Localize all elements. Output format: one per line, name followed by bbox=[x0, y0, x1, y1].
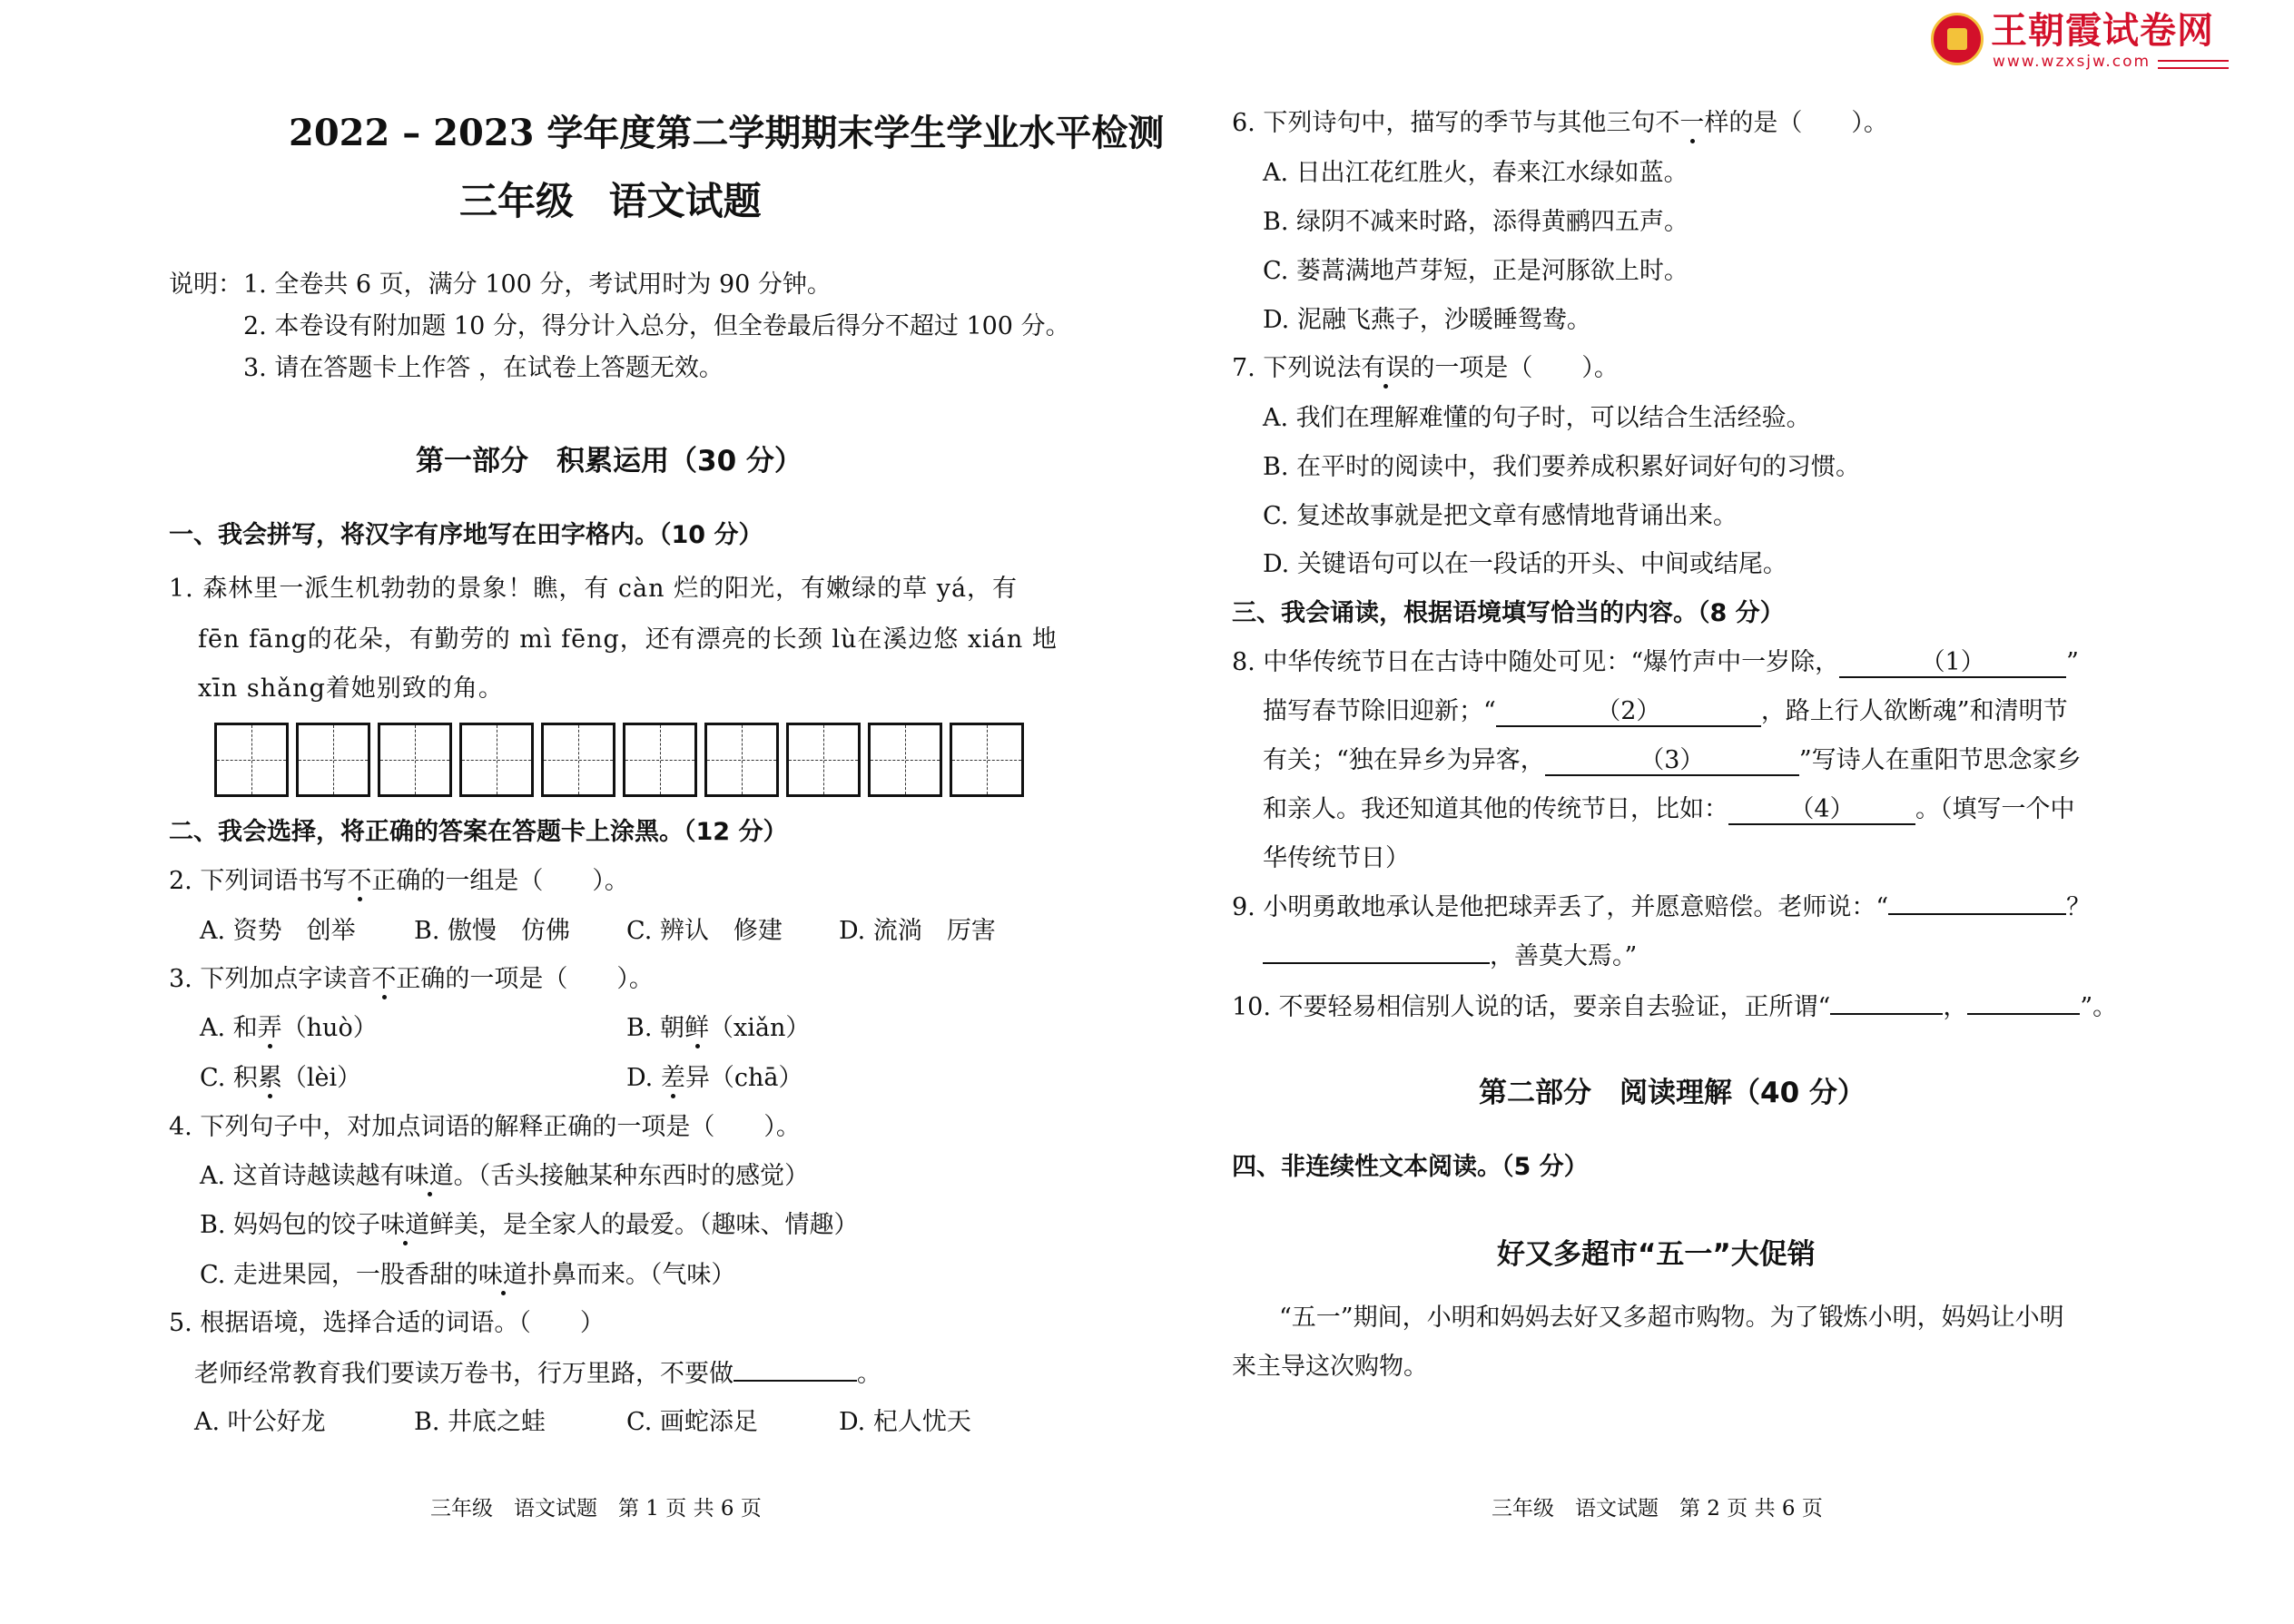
grid-cell[interactable] bbox=[378, 723, 452, 797]
q7-stem-pre: 7. 下列说法 bbox=[1232, 354, 1362, 382]
q6-stem-pre: 6. 下列诗句中，描写的季节与其他三句 bbox=[1232, 109, 1656, 137]
part-1-heading: 第一部分 积累运用（30 分） bbox=[416, 445, 802, 477]
exam-page-2 bbox=[1147, 0, 2294, 1624]
q7-option-d[interactable]: D. 关键语句可以在一段话的开头、中间或结尾。 bbox=[1263, 550, 1787, 578]
option-post: （lèi） bbox=[281, 1064, 362, 1092]
option-pre: B. 妈妈包的饺子 bbox=[200, 1211, 381, 1239]
q9-text: 9. 小明勇敢地承认是他把球弄丢了，并愿意赔偿。老师说：“ bbox=[1232, 893, 1889, 921]
instructions-label: 说明： bbox=[169, 271, 242, 299]
option-post: （huò） bbox=[281, 1014, 378, 1042]
q6-stem-post: 的是（ ）。 bbox=[1728, 109, 1888, 137]
option-dotted: 鲜 bbox=[684, 1014, 710, 1042]
q8-line bbox=[1263, 697, 2068, 727]
exam-subtitle: 三年级 语文试题 bbox=[459, 179, 762, 223]
q5-sentence-end: 。 bbox=[857, 1360, 881, 1388]
option-post: 异（chā） bbox=[684, 1064, 803, 1092]
q7-stem bbox=[1232, 354, 1619, 383]
section-1-heading: 一、我会拼写，将汉字有序地写在田字格内。（10 分） bbox=[169, 521, 763, 549]
q8-text: 描写春节除旧迎新；“ bbox=[1263, 697, 1496, 725]
q10-text: 10. 不要轻易相信别人说的话，要亲自去验证，正所谓“ bbox=[1232, 993, 1831, 1021]
instruction-item: 1. 全卷共 6 页，满分 100 分，考试用时为 90 分钟。 bbox=[243, 271, 832, 299]
section-3-heading: 三、我会诵读，根据语境填写恰当的内容。（8 分） bbox=[1232, 599, 1785, 627]
q4-option-c[interactable] bbox=[200, 1261, 735, 1290]
part-2-heading: 第二部分 阅读理解（40 分） bbox=[1479, 1077, 1866, 1109]
option-pre: C. 积 bbox=[200, 1064, 258, 1092]
q6-option-a[interactable]: A. 日出江花红胜火，春来江水绿如蓝。 bbox=[1263, 159, 1689, 187]
grid-cell[interactable] bbox=[623, 723, 697, 797]
q1-line: xīn shǎng着她别致的角。 bbox=[198, 674, 504, 703]
q8-text: 。（填写一个中 bbox=[1915, 795, 2075, 823]
q8-blank-3[interactable]: （3） bbox=[1545, 747, 1799, 776]
q6-option-d[interactable]: D. 泥融飞燕子，沙暖睡鸳鸯。 bbox=[1263, 306, 1591, 334]
option-post: （xiǎn） bbox=[709, 1014, 811, 1042]
q8-text: ” bbox=[2066, 648, 2079, 676]
q7-option-c[interactable]: C. 复述故事就是把文章有感情地背诵出来。 bbox=[1263, 502, 1738, 530]
q3-option-b[interactable] bbox=[626, 1014, 810, 1043]
grid-cell[interactable] bbox=[704, 723, 779, 797]
q8-line bbox=[1263, 746, 2082, 776]
q6-stem-dotted: 不一样 bbox=[1655, 109, 1729, 137]
option-dotted: 味道 bbox=[404, 1162, 454, 1190]
q8-text: 有关；“独在异乡为异客， bbox=[1263, 746, 1545, 774]
q9-text: ，善莫大焉。” bbox=[1490, 942, 1638, 970]
q10-text: ”。 bbox=[2080, 993, 2118, 1021]
q8-text: 和亲人。我还知道其他的传统节日，比如： bbox=[1263, 795, 1728, 823]
option-dotted: 累 bbox=[257, 1064, 282, 1092]
q8-text: ，路上行人欲断魂”和清明节 bbox=[1760, 697, 2068, 725]
logo-name: 王朝霞试卷网 bbox=[1991, 10, 2214, 52]
q5-option-b[interactable]: B. 井底之蛙 bbox=[414, 1408, 546, 1436]
q9-line bbox=[1232, 893, 2091, 922]
q2-option-d[interactable]: D. 流淌 厉害 bbox=[839, 917, 996, 945]
q6-stem bbox=[1232, 109, 1888, 138]
q6-option-c[interactable]: C. 蒌蒿满地芦芽短，正是河豚欲上时。 bbox=[1263, 257, 1689, 285]
q2-option-b[interactable]: B. 傲慢 仿佛 bbox=[414, 917, 571, 945]
instruction-item: 2. 本卷设有附加题 10 分，得分计入总分，但全卷最后得分不超过 100 分。 bbox=[243, 312, 1070, 340]
q3-option-a[interactable] bbox=[200, 1014, 378, 1043]
q9-blank-2[interactable] bbox=[1263, 962, 1490, 964]
q2-stem-post: 正确的一组是（ ）。 bbox=[371, 867, 629, 895]
q3-stem-post: 正确的一项是（ ）。 bbox=[396, 965, 654, 993]
logo-decoration-icon bbox=[2158, 60, 2229, 69]
option-post: 鲜美，是全家人的最爱。（趣味、情趣） bbox=[429, 1211, 859, 1239]
q10-blank-2[interactable] bbox=[1967, 1013, 2080, 1015]
q9-line bbox=[1263, 942, 1637, 971]
exam-title: 2022 – 2023 学年度第二学期期末学生学业水平检测 bbox=[289, 112, 1165, 154]
grid-cell[interactable] bbox=[786, 723, 861, 797]
option-pre: A. 和 bbox=[200, 1014, 258, 1042]
q3-stem bbox=[169, 965, 654, 994]
q10-text: ， bbox=[1943, 993, 1968, 1021]
q5-option-a[interactable]: A. 叶公好龙 bbox=[194, 1408, 326, 1436]
option-dotted: 差 bbox=[660, 1064, 685, 1092]
q5-stem: 5. 根据语境，选择合适的词语。（ ） bbox=[169, 1309, 605, 1337]
option-post: 扑鼻而来。（气味） bbox=[527, 1261, 736, 1289]
q7-option-a[interactable]: A. 我们在理解难懂的句子时，可以结合生活经验。 bbox=[1263, 404, 1811, 432]
q4-stem: 4. 下列句子中，对加点词语的解释正确的一项是（ ）。 bbox=[169, 1113, 801, 1141]
q8-text: ”写诗人在重阳节思念家乡 bbox=[1798, 746, 2082, 774]
q2-option-c[interactable]: C. 辨认 修建 bbox=[626, 917, 783, 945]
q8-blank-2[interactable]: （2） bbox=[1496, 698, 1761, 727]
q1-line: 1. 森林里一派生机勃勃的景象！瞧，有 càn 烂的阳光，有嫩绿的草 yá，有 bbox=[169, 575, 1019, 603]
q5-sentence-text: 老师经常教育我们要读万卷书，行万里路，不要做 bbox=[194, 1360, 733, 1388]
q3-option-c[interactable] bbox=[200, 1064, 361, 1093]
page-footer: 三年级 语文试题 第 1 页 共 6 页 bbox=[430, 1497, 762, 1521]
q8-blank-4[interactable]: （4） bbox=[1728, 796, 1915, 825]
instruction-item: 3. 请在答题卡上作答 ，在试卷上答题无效。 bbox=[243, 354, 724, 382]
publisher-logo bbox=[1931, 11, 2230, 74]
grid-cell[interactable] bbox=[868, 723, 942, 797]
q2-stem-pre: 2. 下列词语书写 bbox=[169, 867, 348, 895]
q4-option-a[interactable] bbox=[200, 1162, 809, 1191]
q2-stem-dotted: 不 bbox=[347, 867, 372, 895]
q5-option-c[interactable]: C. 画蛇添足 bbox=[626, 1408, 758, 1436]
q8-line: 华传统节日） bbox=[1263, 844, 1410, 872]
q2-option-a[interactable]: A. 资势 创举 bbox=[200, 917, 356, 945]
q7-stem-post: 的一项是（ ）。 bbox=[1410, 354, 1619, 382]
q3-option-d[interactable] bbox=[626, 1064, 802, 1093]
q8-text: 8. 中华传统节日在古诗中随处可见：“爆竹声中一岁除， bbox=[1232, 648, 1840, 676]
writing-grid bbox=[214, 723, 1031, 797]
q1-line: fēn fāng的花朵，有勤劳的 mì fēng，还有漂亮的长颈 lù在溪边悠 xián 地 bbox=[198, 625, 1058, 654]
q10-line bbox=[1232, 993, 2117, 1022]
section-2-heading: 二、我会选择，将正确的答案在答题卡上涂黑。（12 分） bbox=[169, 818, 788, 846]
q6-option-b[interactable]: B. 绿阴不减来时路，添得黄鹂四五声。 bbox=[1263, 208, 1689, 236]
q4-option-b[interactable] bbox=[200, 1211, 859, 1240]
option-pre: B. 朝 bbox=[626, 1014, 685, 1042]
q5-sentence bbox=[194, 1360, 881, 1389]
grid-cell[interactable] bbox=[296, 723, 370, 797]
option-dotted: 弄 bbox=[257, 1014, 282, 1042]
option-post: 。（舌头接触某种东西时的感觉） bbox=[453, 1162, 810, 1190]
option-dotted: 味道 bbox=[380, 1211, 430, 1239]
q5-answer-blank[interactable] bbox=[733, 1380, 857, 1382]
section-4-heading: 四、非连续性文本阅读。（5 分） bbox=[1232, 1153, 1589, 1181]
q8-blank-1[interactable]: （1） bbox=[1839, 649, 2066, 678]
q2-stem bbox=[169, 867, 629, 896]
q3-stem-pre: 3. 下列加点字读音 bbox=[169, 965, 372, 993]
q7-stem-dotted: 有误 bbox=[1361, 354, 1411, 382]
q7-option-b[interactable]: B. 在平时的阅读中，我们要养成积累好词好句的习惯。 bbox=[1263, 453, 1861, 481]
q8-line bbox=[1263, 795, 2075, 825]
page-footer: 三年级 语文试题 第 2 页 共 6 页 bbox=[1492, 1497, 1823, 1521]
q10-blank-1[interactable] bbox=[1830, 1013, 1943, 1015]
logo-url: www.wzxsjw.com bbox=[1993, 53, 2151, 71]
q5-option-d[interactable]: D. 杞人忧天 bbox=[839, 1408, 971, 1436]
option-pre: C. 走进果园，一股香甜的 bbox=[200, 1261, 478, 1289]
option-pre: D. bbox=[626, 1064, 661, 1092]
q9-text: ？ bbox=[2066, 893, 2092, 921]
passage-title: 好又多超市“五一”大促销 bbox=[1497, 1238, 1816, 1271]
option-dotted: 味道 bbox=[478, 1261, 527, 1289]
q9-blank-1[interactable] bbox=[1888, 913, 2066, 915]
q8-line bbox=[1232, 648, 2079, 678]
passage-line: 来主导这次购物。 bbox=[1232, 1353, 1428, 1381]
q3-stem-dotted: 不 bbox=[371, 965, 397, 993]
grid-cell[interactable] bbox=[950, 723, 1024, 797]
grid-cell[interactable] bbox=[214, 723, 289, 797]
logo-badge-icon bbox=[1931, 13, 1984, 65]
grid-cell[interactable] bbox=[459, 723, 534, 797]
grid-cell[interactable] bbox=[541, 723, 615, 797]
passage-line: “五一”期间，小明和妈妈去好又多超市购物。为了锻炼小明，妈妈让小明 bbox=[1279, 1304, 2064, 1332]
option-pre: A. 这首诗越读越有 bbox=[200, 1162, 405, 1190]
